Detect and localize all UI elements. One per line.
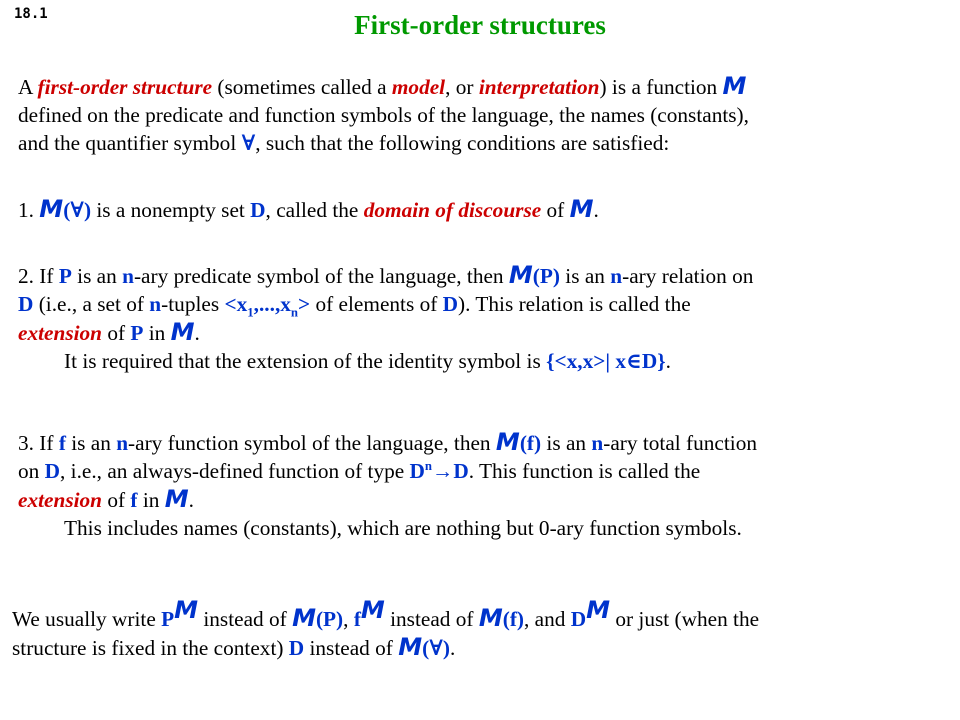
condition-3 (18, 428, 757, 542)
condition-2-line-3: extension of P in M. (18, 318, 200, 346)
condition-2-line-2: D (i.e., a set of n-tuples $<x_1,...,x_n>$ of elements of D). This relation is called the (18, 292, 691, 320)
condition-3-line-3: extension of f in M. (18, 485, 194, 513)
symbol-m: M (398, 633, 423, 661)
symbol-m: M (164, 485, 189, 513)
forall-symbol: ∀ (429, 636, 443, 660)
condition-1: 1. M(∀) is a nonempty set D, called the domain of discourse of M. (18, 195, 599, 223)
intro-line-3: and the quantifier symbol ∀, such that the following conditions are satisfied: (18, 131, 670, 155)
symbol-m: M (722, 72, 747, 100)
function-type: $D^n\to D$ (409, 458, 469, 483)
condition-2 (18, 261, 753, 375)
forall-symbol: ∀ (241, 131, 256, 155)
condition-3-line-2: on D, i.e., an always-defined function of type $D^n\to D$. This function is called the (18, 458, 701, 483)
term-extension: extension (18, 321, 103, 345)
symbol-m: M (478, 604, 503, 632)
forall-symbol: ∀ (70, 198, 84, 222)
symbol-m: M (495, 428, 520, 456)
condition-3-note: This includes names (constants), which are nothing but 0-ary function symbols. (64, 516, 742, 540)
tuple: $<x_1,...,x_n>$ (224, 292, 311, 320)
symbol-m: M (569, 195, 594, 223)
notation-line-2: structure is fixed in the context) D instead of M(∀). (12, 633, 456, 661)
term-domain-of-discourse: domain of discourse (363, 198, 542, 222)
condition-2-line-1: 2. If P is an n-ary predicate symbol of the language, then M(P) is an n-ary relation on (18, 261, 754, 289)
condition-2-requirement: It is required that the extension of the identity symbol is {<x,x>| x∈D}. (64, 349, 671, 373)
condition-3-line-1: 3. If f is an n-ary function symbol of the language, then M(f) is an n-ary total function (18, 428, 757, 456)
intro-paragraph (18, 72, 749, 157)
slide-number: 18.1 (14, 6, 48, 22)
symbol-m: M (292, 604, 316, 632)
symbol-m: M (39, 195, 64, 223)
identity-extension-set: {<x,x>| x∈D} (546, 349, 666, 373)
term-model: model (391, 75, 446, 99)
symbol-m: M (170, 318, 195, 346)
term-interpretation: interpretation (478, 75, 600, 99)
intro-line-1: A first-order structure (sometimes called a model, or interpretation) is a function M (18, 72, 747, 100)
symbol-m: M (508, 261, 533, 289)
intro-line-2: defined on the predicate and function symbols of the language, the names (constants), (18, 103, 749, 127)
notation-paragraph (12, 595, 760, 662)
term-first-order-structure: first-order structure (37, 75, 213, 99)
term-extension: extension (18, 488, 103, 512)
notation-line-1: We usually write $P^M$ instead of M(P), $f^M$ instead of M(f), and $D^M$ or just (when the (12, 595, 760, 632)
slide-title: First-order structures (354, 10, 606, 40)
